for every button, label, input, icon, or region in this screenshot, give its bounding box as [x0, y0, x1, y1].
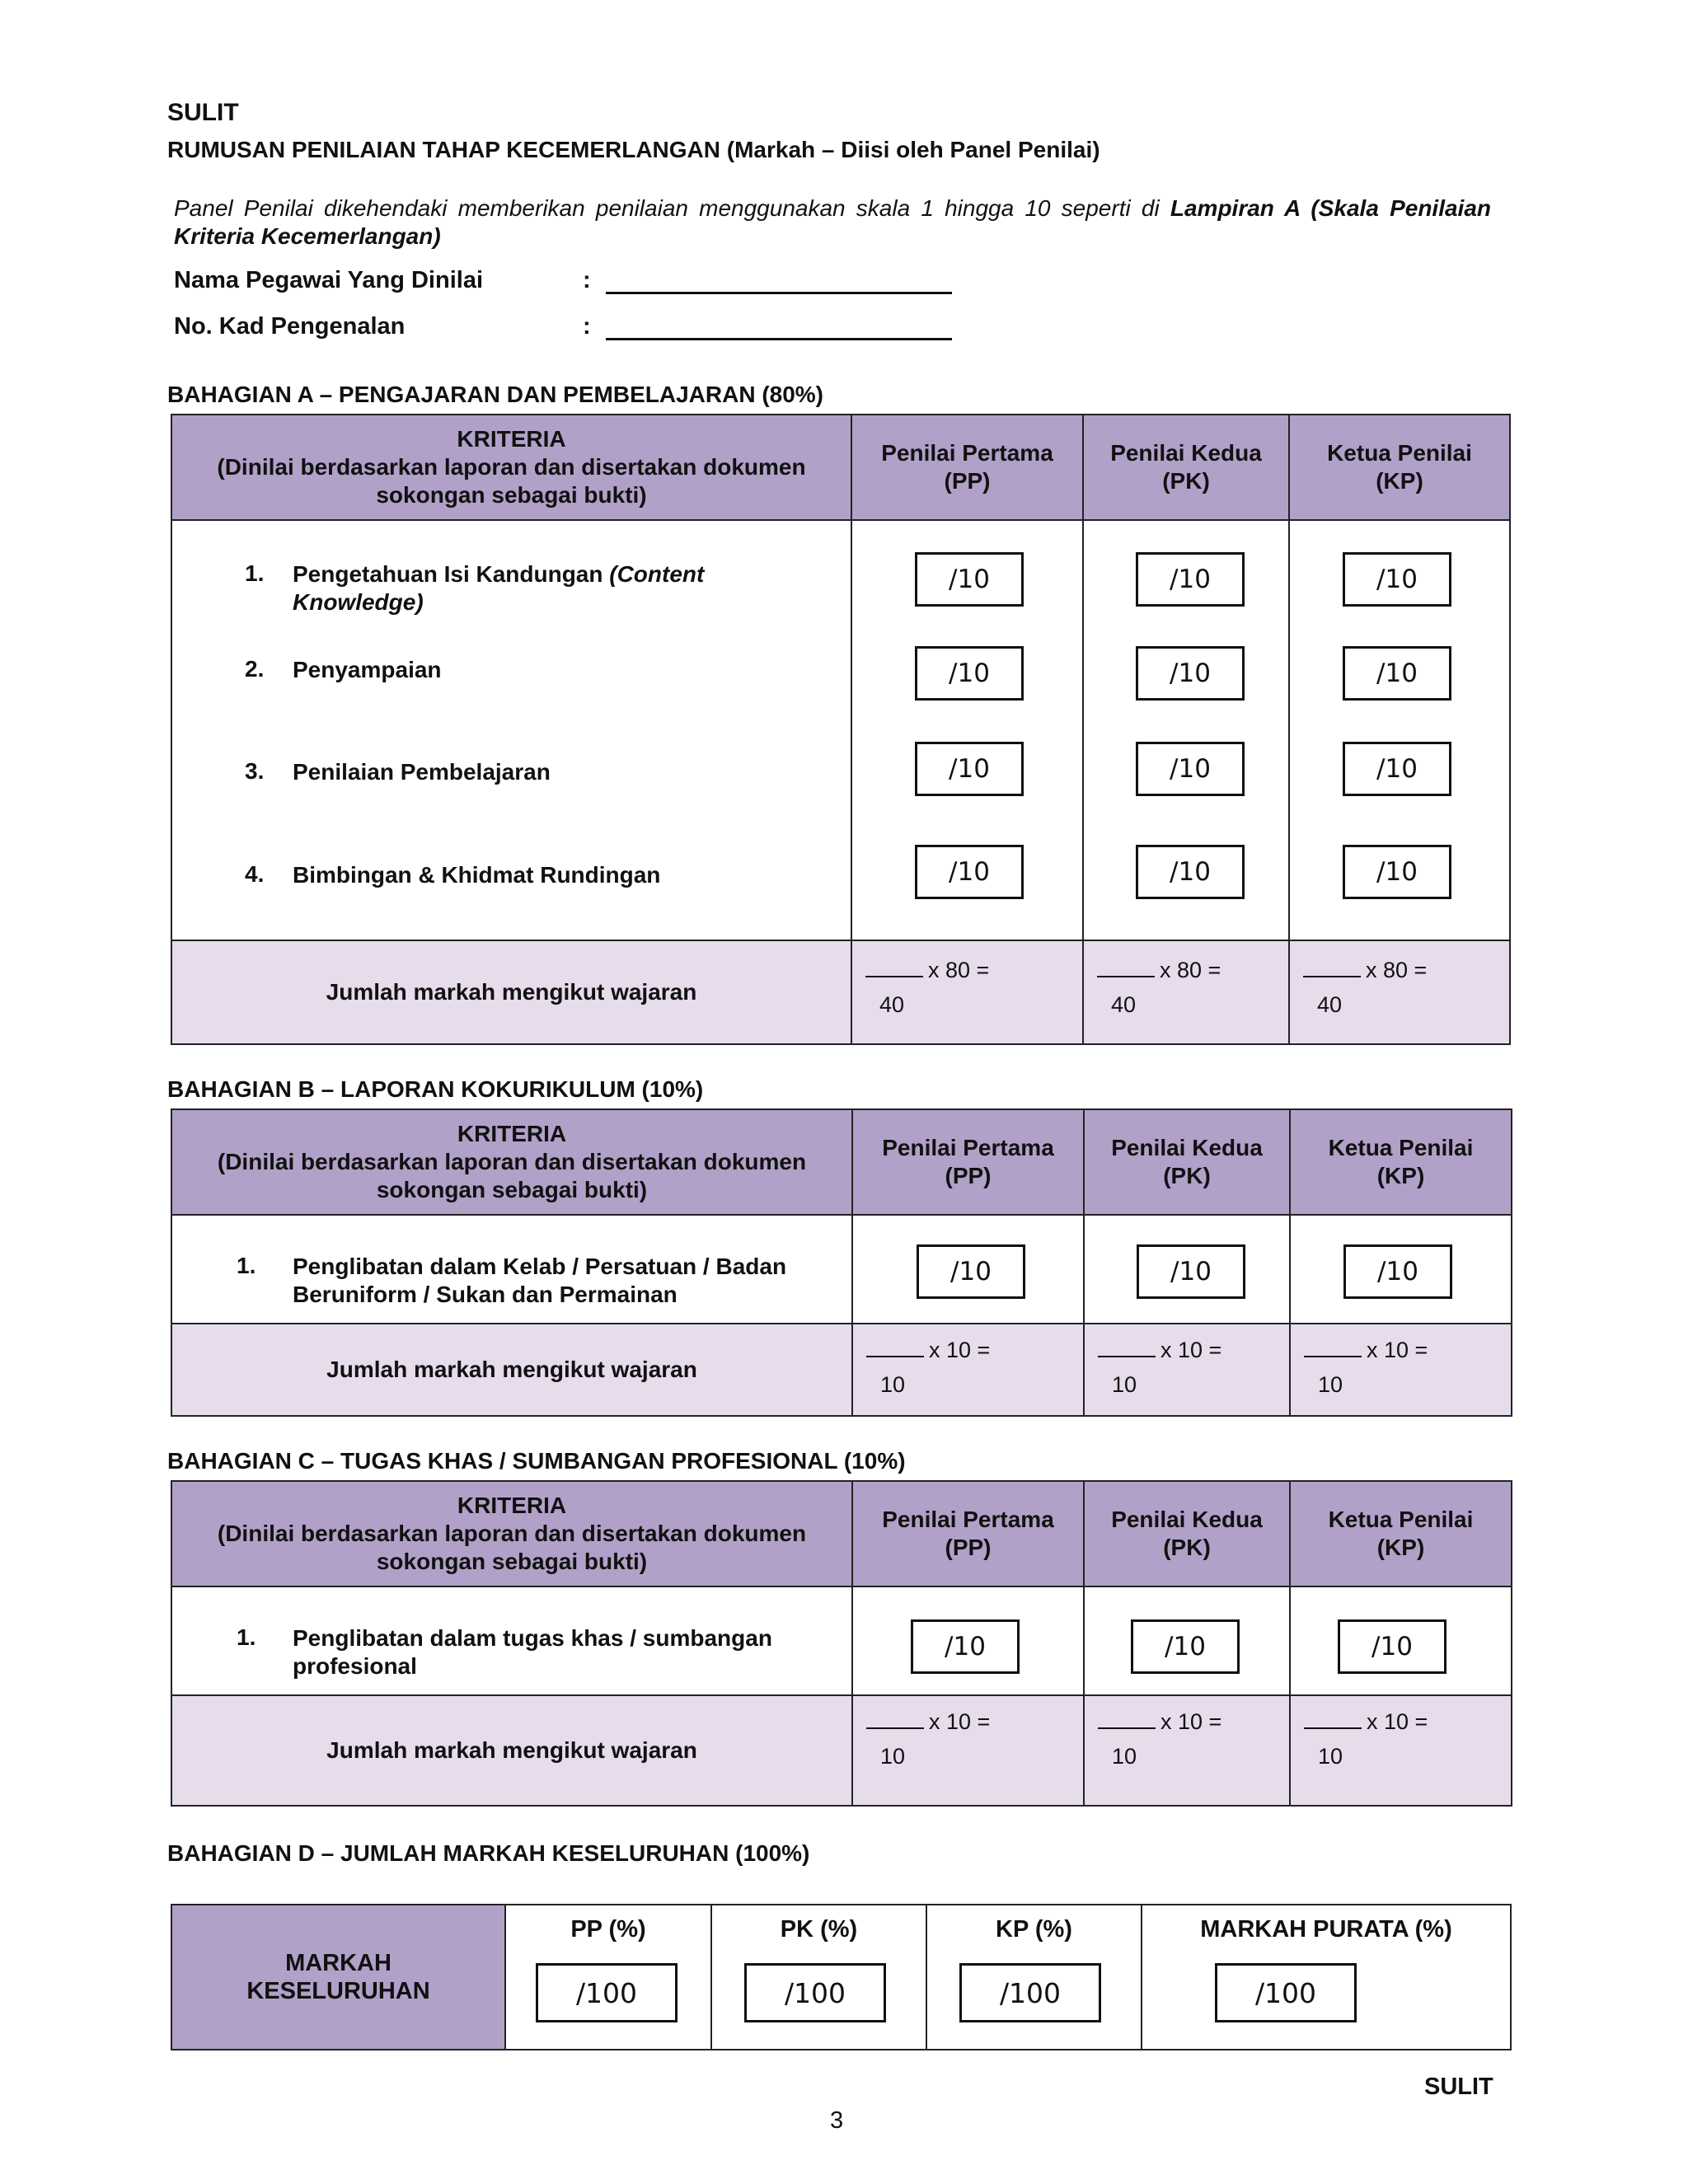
pp-name: Penilai Pertama [882, 1507, 1054, 1532]
score-box[interactable]: /10 [1136, 552, 1245, 607]
name-label: Nama Pegawai Yang Dinilai [174, 267, 484, 293]
criteria-title: KRITERIA [457, 426, 566, 452]
pk-name: Penilai Kedua [1110, 440, 1262, 466]
item-number: 1. [237, 1624, 256, 1650]
divisor: 10 [1318, 1372, 1343, 1397]
item-text-main: Pengetahuan Isi Kandungan [293, 561, 603, 587]
item-text: Bimbingan & Khidmat Rundingan [293, 862, 661, 888]
criteria-header [171, 415, 851, 520]
divisor: 40 [1317, 992, 1343, 1017]
pk-weighted [1084, 1324, 1290, 1416]
pp-scores [852, 1215, 1084, 1324]
name-colon: : [583, 267, 591, 293]
weighted-sum-label: Jumlah markah mengikut wajaran [171, 1695, 852, 1806]
name-input-line[interactable] [606, 292, 952, 294]
formula: x 10 = [1367, 1338, 1428, 1362]
kp-overall-cell [926, 1905, 1142, 2050]
pp-weighted [852, 1695, 1084, 1806]
pp-scores [851, 520, 1083, 940]
item-number: 1. [245, 560, 265, 586]
pp-overall-box[interactable]: /100 [536, 1963, 678, 2022]
score-box[interactable]: /10 [917, 1244, 1025, 1299]
score-box[interactable]: /10 [1136, 742, 1245, 796]
score-box[interactable]: /10 [1343, 552, 1451, 607]
divisor: 10 [880, 1372, 906, 1397]
score-box[interactable]: /10 [1131, 1619, 1240, 1674]
kp-header [1290, 1109, 1512, 1215]
score-box[interactable]: /10 [915, 646, 1024, 701]
ic-input-line[interactable] [606, 338, 952, 340]
pk-overall-cell [711, 1905, 926, 2050]
pk-scores [1084, 1586, 1290, 1695]
pp-code: (PP) [944, 468, 991, 494]
item-text: Penglibatan dalam tugas khas / sumbangan profesional [293, 1625, 772, 1679]
kp-code: (KP) [1376, 1535, 1425, 1560]
classification-top: SULIT [167, 99, 239, 126]
item-number: 3. [245, 758, 265, 784]
score-box[interactable]: /10 [1343, 845, 1451, 899]
formula: x 10 = [1367, 1709, 1428, 1734]
pp-header [851, 415, 1083, 520]
criteria-title: KRITERIA [457, 1121, 567, 1146]
divisor: 10 [1318, 1744, 1343, 1769]
pp-header [852, 1481, 1084, 1586]
kp-weighted [1290, 1695, 1512, 1806]
kp-weighted [1289, 940, 1510, 1044]
score-box[interactable]: /10 [915, 742, 1024, 796]
pk-weighted [1083, 940, 1289, 1044]
section-c-criteria [171, 1586, 852, 1695]
pp-weighted [851, 940, 1083, 1044]
kp-name: Ketua Penilai [1328, 1507, 1474, 1532]
pk-header [1084, 1109, 1290, 1215]
pp-code: (PP) [945, 1535, 992, 1560]
item-text-italic: (Content Knowledge) [293, 561, 705, 615]
item-number: 2. [245, 656, 265, 682]
overall-mark-label [171, 1905, 505, 2050]
kp-name: Ketua Penilai [1327, 440, 1472, 466]
score-box[interactable]: /10 [1137, 1244, 1245, 1299]
kp-code: (KP) [1376, 468, 1423, 494]
formula: x 10 = [929, 1709, 991, 1734]
pk-name: Penilai Kedua [1111, 1507, 1263, 1532]
average-box[interactable]: /100 [1215, 1963, 1357, 2022]
item-number: 4. [245, 861, 265, 887]
item-text: Penglibatan dalam Kelab / Persatuan / Badan Beruniform / Sukan dan Permainan [293, 1254, 787, 1307]
pk-code: (PK) [1163, 1535, 1211, 1560]
divisor: 10 [880, 1744, 906, 1769]
blank-line[interactable] [866, 1727, 924, 1729]
formula: x 10 = [1160, 1338, 1222, 1362]
criteria-note: (Dinilai berdasarkan laporan dan disertakan dokumen sokongan sebagai bukti) [217, 1521, 807, 1574]
pk-percent-header: PK (%) [780, 1916, 858, 1943]
ic-label: No. Kad Pengenalan [174, 313, 406, 340]
pp-scores [852, 1586, 1084, 1695]
pp-name: Penilai Pertama [882, 1135, 1054, 1160]
weighted-sum-label: Jumlah markah mengikut wajaran [171, 1324, 852, 1416]
document-title: RUMUSAN PENILAIAN TAHAP KECEMERLANGAN (Markah – Diisi oleh Panel Penilai) [167, 137, 1100, 162]
instruction-plain: Panel Penilai dikehendaki memberikan penilaian menggunakan skala 1 hingga 10 seperti di [174, 195, 1160, 221]
blank-line[interactable] [1098, 1356, 1156, 1357]
classification-bottom: SULIT [1424, 2074, 1493, 2100]
formula: x 10 = [929, 1338, 991, 1362]
overall-mark-text: MARKAH KESELURUHAN [246, 1950, 430, 2004]
pp-overall-cell [505, 1905, 711, 2050]
formula: x 80 = [928, 958, 990, 982]
section-b-criteria [171, 1215, 852, 1324]
item-text: Penyampaian [293, 657, 442, 682]
blank-line[interactable] [866, 1356, 924, 1357]
section-d-table [171, 1904, 1512, 2050]
divisor: 10 [1112, 1372, 1137, 1397]
criteria-title: KRITERIA [457, 1493, 567, 1518]
kp-header [1289, 415, 1510, 520]
score-box[interactable]: /10 [915, 845, 1024, 899]
instruction-appendix-ref: Lampiran A (Skala Penilaian Kriteria Kecemerlangan) [174, 195, 1492, 249]
instruction-text [174, 194, 1491, 251]
blank-line[interactable] [865, 976, 923, 977]
blank-line[interactable] [1097, 976, 1155, 977]
score-box[interactable]: /10 [1343, 742, 1451, 796]
section-a-table [171, 414, 1511, 1045]
average-cell [1142, 1905, 1511, 2050]
section-a-criteria [171, 520, 851, 940]
page-number: 3 [830, 2107, 844, 2134]
section-a-title: BAHAGIAN A – PENGAJARAN DAN PEMBELAJARAN (80%) [167, 382, 824, 407]
score-box[interactable]: /10 [911, 1619, 1020, 1674]
blank-line[interactable] [1303, 976, 1361, 977]
section-b-title: BAHAGIAN B – LAPORAN KOKURIKULUM (10%) [167, 1076, 704, 1102]
score-box[interactable]: /10 [1343, 646, 1451, 701]
pk-scores [1084, 1215, 1290, 1324]
kp-name: Ketua Penilai [1328, 1135, 1474, 1160]
divisor: 10 [1112, 1744, 1137, 1769]
item-text [293, 560, 822, 616]
weighted-sum-label: Jumlah markah mengikut wajaran [171, 940, 851, 1044]
blank-line[interactable] [1098, 1727, 1156, 1729]
blank-line[interactable] [1304, 1356, 1362, 1357]
kp-code: (KP) [1376, 1163, 1425, 1188]
pk-header [1084, 1481, 1290, 1586]
section-d-title: BAHAGIAN D – JUMLAH MARKAH KESELURUHAN (100%) [167, 1840, 810, 1866]
divisor: 40 [1111, 992, 1137, 1017]
formula: x 80 = [1160, 958, 1221, 982]
pp-name: Penilai Pertama [881, 440, 1053, 466]
pk-overall-box[interactable]: /100 [744, 1963, 886, 2022]
pk-weighted [1084, 1695, 1290, 1806]
divisor: 40 [879, 992, 905, 1017]
kp-overall-box[interactable]: /100 [959, 1963, 1101, 2022]
kp-scores [1289, 520, 1510, 940]
pp-percent-header: PP (%) [570, 1916, 646, 1943]
score-box[interactable]: /10 [1136, 845, 1245, 899]
score-box[interactable]: /10 [1338, 1619, 1447, 1674]
kp-weighted [1290, 1324, 1512, 1416]
section-c-table [171, 1480, 1512, 1807]
average-percent-header: MARKAH PURATA (%) [1200, 1916, 1452, 1943]
criteria-header [171, 1109, 852, 1215]
pk-code: (PK) [1163, 1163, 1211, 1188]
pp-weighted [852, 1324, 1084, 1416]
pk-header [1083, 415, 1289, 520]
pk-name: Penilai Kedua [1111, 1135, 1263, 1160]
score-box[interactable]: /10 [1343, 1244, 1452, 1299]
item-text: Penilaian Pembelajaran [293, 759, 551, 785]
blank-line[interactable] [1304, 1727, 1362, 1729]
section-c-title: BAHAGIAN C – TUGAS KHAS / SUMBANGAN PROFESIONAL (10%) [167, 1448, 906, 1474]
pp-code: (PP) [945, 1163, 992, 1188]
pp-header [852, 1109, 1084, 1215]
formula: x 10 = [1160, 1709, 1222, 1734]
kp-scores [1290, 1215, 1512, 1324]
score-box[interactable]: /10 [915, 552, 1024, 607]
kp-header [1290, 1481, 1512, 1586]
item-number: 1. [237, 1253, 256, 1278]
pk-code: (PK) [1162, 468, 1210, 494]
ic-colon: : [583, 313, 591, 340]
pk-scores [1083, 520, 1289, 940]
formula: x 80 = [1366, 958, 1428, 982]
kp-percent-header: KP (%) [996, 1916, 1072, 1943]
criteria-note: (Dinilai berdasarkan laporan dan disertakan dokumen sokongan sebagai bukti) [217, 454, 806, 508]
score-box[interactable]: /10 [1136, 646, 1245, 701]
kp-scores [1290, 1586, 1512, 1695]
criteria-header [171, 1481, 852, 1586]
criteria-note: (Dinilai berdasarkan laporan dan disertakan dokumen sokongan sebagai bukti) [217, 1149, 807, 1202]
section-b-table [171, 1108, 1512, 1417]
